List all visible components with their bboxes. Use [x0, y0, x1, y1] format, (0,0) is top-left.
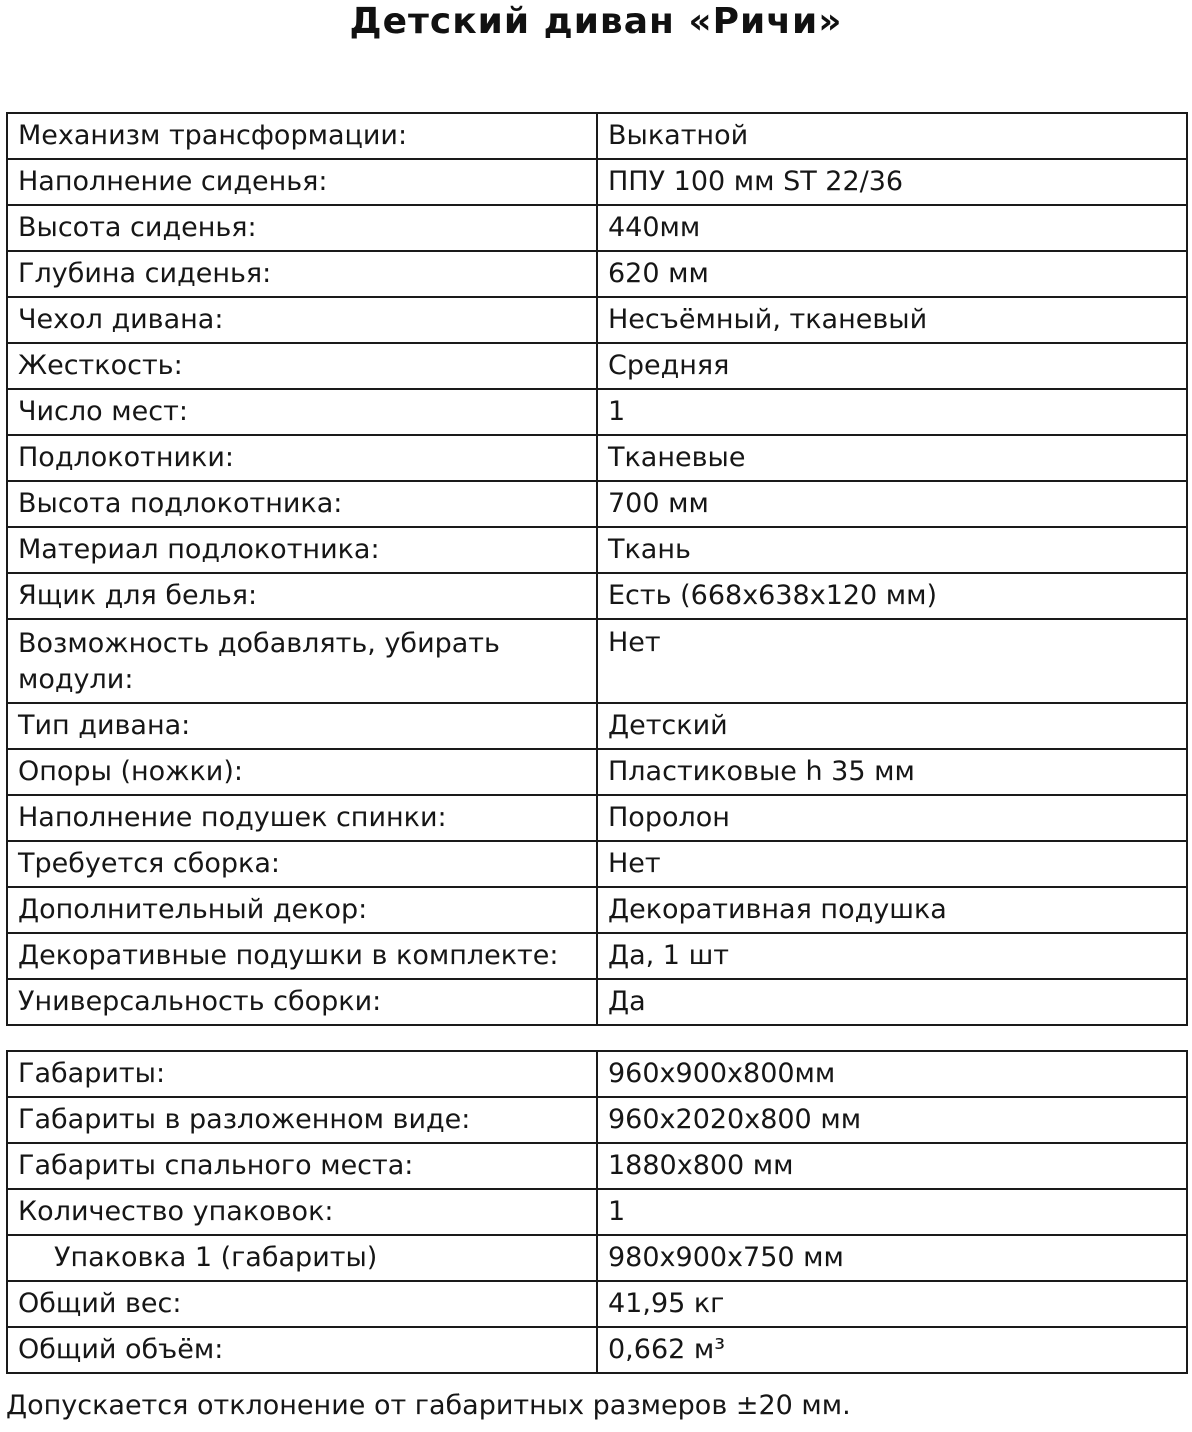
footnote: Допускается отклонение от габаритных размеров ±20 мм.: [6, 1390, 851, 1421]
spec-label: Дополнительный декор:: [7, 887, 597, 933]
table-row: [7, 113, 1187, 159]
spec-value: Декоративная подушка: [597, 887, 1187, 933]
dimension-label: Общий вес:: [7, 1281, 597, 1327]
spec-value: Поролон: [597, 795, 1187, 841]
table-row: [7, 527, 1187, 573]
spec-label: Декоративные подушки в комплекте:: [7, 933, 597, 979]
table-row: [7, 1189, 1187, 1235]
spec-label: Ящик для белья:: [7, 573, 597, 619]
spec-value: Несъёмный, тканевый: [597, 297, 1187, 343]
dimension-label: Общий объём:: [7, 1327, 597, 1373]
spec-label: Жесткость:: [7, 343, 597, 389]
dimension-label: Габариты:: [7, 1051, 597, 1097]
dimension-value: 1: [597, 1189, 1187, 1235]
table-row: [7, 1281, 1187, 1327]
table-row: [7, 1097, 1187, 1143]
table-row: [7, 795, 1187, 841]
dimension-value: 960х900х800мм: [597, 1051, 1187, 1097]
spec-label: Механизм трансформации:: [7, 113, 597, 159]
specifications-table: [6, 112, 1188, 1026]
spec-value: Да: [597, 979, 1187, 1025]
table-row: [7, 159, 1187, 205]
spec-label: Универсальность сборки:: [7, 979, 597, 1025]
spec-value: Пластиковые h 35 мм: [597, 749, 1187, 795]
spec-label: Тип дивана:: [7, 703, 597, 749]
table-row: [7, 1143, 1187, 1189]
dimension-value: 41,95 кг: [597, 1281, 1187, 1327]
table-row: [7, 481, 1187, 527]
dimension-value: 1880х800 мм: [597, 1143, 1187, 1189]
spec-label: Высота подлокотника:: [7, 481, 597, 527]
spec-value: Средняя: [597, 343, 1187, 389]
dimension-label: Упаковка 1 (габариты): [7, 1235, 597, 1281]
table-row: [7, 573, 1187, 619]
dimension-label: Габариты в разложенном виде:: [7, 1097, 597, 1143]
spec-value: 1: [597, 389, 1187, 435]
spec-value: Нет: [597, 619, 1187, 703]
spec-label: Требуется сборка:: [7, 841, 597, 887]
table-row: [7, 1051, 1187, 1097]
spec-label: Наполнение сиденья:: [7, 159, 597, 205]
table-row: [7, 435, 1187, 481]
table-row: [7, 841, 1187, 887]
dimensions-table: [6, 1050, 1188, 1374]
spec-label: Глубина сиденья:: [7, 251, 597, 297]
spec-value: ППУ 100 мм ST 22/36: [597, 159, 1187, 205]
spec-label: Высота сиденья:: [7, 205, 597, 251]
table-row: [7, 251, 1187, 297]
spec-value: Ткань: [597, 527, 1187, 573]
spec-label: Число мест:: [7, 389, 597, 435]
table-row: [7, 343, 1187, 389]
dimension-value: 980х900х750 мм: [597, 1235, 1187, 1281]
spec-label: Чехол дивана:: [7, 297, 597, 343]
spec-value: Да, 1 шт: [597, 933, 1187, 979]
spec-value: Детский: [597, 703, 1187, 749]
spec-label: Наполнение подушек спинки:: [7, 795, 597, 841]
table-row: [7, 389, 1187, 435]
spec-value: Есть (668х638х120 мм): [597, 573, 1187, 619]
dimension-label: Габариты спального места:: [7, 1143, 597, 1189]
table-row: [7, 619, 1187, 703]
dimension-value: 0,662 м³: [597, 1327, 1187, 1373]
table-row: [7, 205, 1187, 251]
table-row: [7, 887, 1187, 933]
spec-value: 440мм: [597, 205, 1187, 251]
spec-label: Возможность добавлять, убирать модули:: [7, 619, 597, 703]
spec-value: 700 мм: [597, 481, 1187, 527]
spec-value: Выкатной: [597, 113, 1187, 159]
spec-label: Материал подлокотника:: [7, 527, 597, 573]
table-row: [7, 1327, 1187, 1373]
spec-value: Тканевые: [597, 435, 1187, 481]
dimension-label: Количество упаковок:: [7, 1189, 597, 1235]
table-row: [7, 979, 1187, 1025]
spec-label: Подлокотники:: [7, 435, 597, 481]
spec-label: Опоры (ножки):: [7, 749, 597, 795]
table-row: [7, 297, 1187, 343]
table-row: [7, 749, 1187, 795]
dimension-value: 960х2020х800 мм: [597, 1097, 1187, 1143]
page-title: Детский диван «Ричи»: [349, 1, 843, 42]
table-row: [7, 703, 1187, 749]
spec-value: Нет: [597, 841, 1187, 887]
table-row: [7, 1235, 1187, 1281]
spec-value: 620 мм: [597, 251, 1187, 297]
table-row: [7, 933, 1187, 979]
